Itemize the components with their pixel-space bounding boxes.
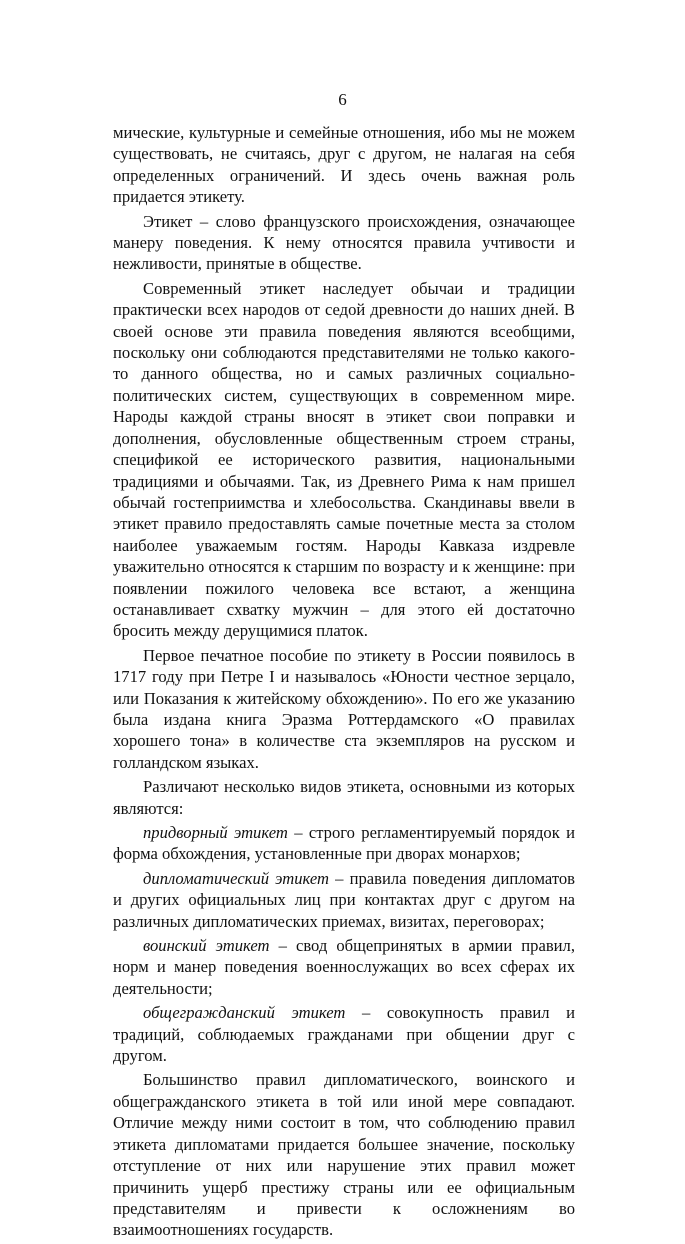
paragraph-first-manual <box>113 645 575 773</box>
page-number: 6 <box>338 90 347 109</box>
term-definition: – свод общепринятых в армии правил, норм и манер поведения военнослужащих во всех сферах их деятельности; <box>113 936 575 998</box>
paragraph-text: мические, культурные и семейные отношения, ибо мы не можем существовать, не считаясь, друг с другом, не налагая на себя определенных ограничений. И здесь очень важная роль придается этикету. <box>113 123 575 207</box>
body-text <box>113 122 575 1244</box>
list-item-military-etiquette <box>113 935 575 999</box>
paragraph-differences <box>113 1069 575 1240</box>
paragraph-types-intro <box>113 776 575 819</box>
list-item-court-etiquette <box>113 822 575 865</box>
term-military-etiquette: воинский этикет <box>143 936 270 956</box>
list-item-civil-etiquette <box>113 1002 575 1066</box>
paragraph-text: Современный этикет наследует обычаи и традиции практически всех народов от седой древности до наших дней. В своей основе эти правила поведения являются всеобщими, поскольку они соблюдаются представителями не только какого-то данного общества, но и самых различных социально-политических систем, существующих в современном мире. Народы каждой страны вносят в этикет свои поправки и дополнения, обусловленные общественным строем страны, спецификой ее исторического развития, национальными традициями и обычаями. Так, из Древнего Рима к нам пришел обычай гостеприимства и хлебосольства. Скандинавы ввели в этикет правило предоставлять самые почетные места за столом наиболее уважаемым гостям. Народы Кавказа издревле уважительно относятся к старшим по возрасту и к женщине: при появлении пожилого человека все встают, а женщина останавливает схватку мужчин – для этого ей достаточно бросить между дерущимися платок. <box>113 278 575 641</box>
paragraph-text: Большинство правил дипломатического, воинского и общегражданского этикета в той или иной мере совпадают. Отличие между ними состоит в том, что соблюдению правил этикета дипломатами придается большее значение, поскольку отступление от них или нарушение этих правил может причинить ущерб престижу страны или ее официальным представителям и привести к осложнениям во взаимоотношениях государств. <box>113 1070 575 1240</box>
term-civil-etiquette: общегражданский этикет <box>143 1003 346 1023</box>
list-item-diplomatic-etiquette <box>113 868 575 932</box>
term-diplomatic-etiquette: дипломатический этикет <box>143 868 330 888</box>
paragraph-modern-etiquette <box>113 278 575 642</box>
paragraph-continuation <box>113 122 575 208</box>
term-definition: – совокупность правил и традиций, соблюдаемых гражданами при общении друг с другом. <box>113 1003 575 1066</box>
term-court-etiquette: придворный этикет <box>143 823 288 842</box>
term-definition: – правила поведения дипломатов и других официальных лиц при контактах друг с другом на различных дипломатических приемах, визитах, переговорах; <box>113 868 576 931</box>
paragraph-text: Первое печатное пособие по этикету в России появилось в 1717 году при Петре I и называлось «Юности честное зерцало, или Показания к житейскому обхождению». По его же указанию была издана книга Эразма Роттердамского «О правилах хорошего тона» в количестве ста экземпляров на русском и голландском языках. <box>113 645 575 772</box>
paragraph-text: Этикет – слово французского происхождения, означающее манеру поведения. К нему относятся правила учтивости и нежливости, принятые в обществе. <box>113 211 575 274</box>
paragraph-text: Различают несколько видов этикета, основными из которых являются: <box>113 777 575 818</box>
term-definition: – строго регламентируемый порядок и форма обхождения, установленные при дворах монархов; <box>113 823 575 864</box>
paragraph-etiquette-definition <box>113 211 575 275</box>
